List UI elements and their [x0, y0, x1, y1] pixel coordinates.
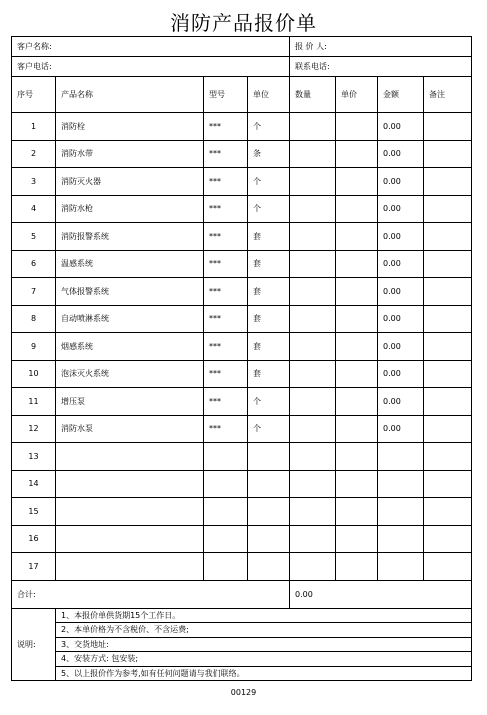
cell-unit[interactable]: 套: [248, 305, 290, 333]
table-row: [12, 443, 472, 471]
cell-model[interactable]: ***: [204, 223, 248, 251]
note-row: [12, 652, 472, 667]
table-row: [12, 113, 472, 141]
note-item: 4、安装方式: 包安装;: [56, 652, 472, 667]
cell-unit[interactable]: 套: [248, 250, 290, 278]
cell-product-name[interactable]: [56, 553, 204, 581]
cell-remark[interactable]: [424, 333, 472, 361]
cell-product-name[interactable]: [56, 470, 204, 498]
cell-quantity[interactable]: [290, 195, 336, 223]
cell-unit-price[interactable]: [336, 525, 378, 553]
cell-seq: 17: [12, 553, 56, 581]
note-row: [12, 666, 472, 681]
cell-remark[interactable]: [424, 525, 472, 553]
table-row: [12, 470, 472, 498]
cell-quantity[interactable]: [290, 250, 336, 278]
cell-quantity[interactable]: [290, 333, 336, 361]
note-row: [12, 608, 472, 623]
cell-seq: 3: [12, 168, 56, 196]
cell-unit-price[interactable]: [336, 278, 378, 306]
table-row: [12, 333, 472, 361]
cell-remark[interactable]: [424, 250, 472, 278]
cell-seq: 4: [12, 195, 56, 223]
cell-unit[interactable]: 条: [248, 140, 290, 168]
table-row: [12, 250, 472, 278]
cell-model[interactable]: ***: [204, 250, 248, 278]
cell-quantity[interactable]: [290, 415, 336, 443]
cell-unit-price[interactable]: [336, 415, 378, 443]
cell-quantity[interactable]: [290, 553, 336, 581]
cell-quantity[interactable]: [290, 525, 336, 553]
cell-product-name[interactable]: 消防报警系统: [56, 223, 204, 251]
cell-unit[interactable]: 个: [248, 388, 290, 416]
customer-name-field[interactable]: 客户名称:: [12, 37, 290, 57]
cell-remark[interactable]: [424, 168, 472, 196]
cell-unit-price[interactable]: [336, 223, 378, 251]
cell-quantity[interactable]: [290, 360, 336, 388]
cell-seq: 8: [12, 305, 56, 333]
table-row: [12, 278, 472, 306]
table-row: [12, 140, 472, 168]
cell-model[interactable]: [204, 498, 248, 526]
cell-amount[interactable]: 0.00: [378, 360, 424, 388]
header-unit-price: 单价: [336, 77, 378, 113]
cell-amount[interactable]: 0.00: [378, 415, 424, 443]
cell-seq: 15: [12, 498, 56, 526]
cell-quantity[interactable]: [290, 223, 336, 251]
cell-seq: 11: [12, 388, 56, 416]
note-item: 1、本报价单供货期15个工作日。: [56, 608, 472, 623]
cell-model[interactable]: [204, 525, 248, 553]
header-remark: 备注: [424, 77, 472, 113]
cell-seq: 7: [12, 278, 56, 306]
cell-model[interactable]: ***: [204, 333, 248, 361]
note-item: 3、交货地址:: [56, 637, 472, 652]
table-row: [12, 498, 472, 526]
customer-name-row: [12, 37, 472, 57]
cell-quantity[interactable]: [290, 470, 336, 498]
table-row: [12, 305, 472, 333]
cell-remark[interactable]: [424, 415, 472, 443]
cell-product-name[interactable]: 温感系统: [56, 250, 204, 278]
cell-amount[interactable]: 0.00: [378, 305, 424, 333]
cell-quantity[interactable]: [290, 305, 336, 333]
notes-label: 说明:: [12, 608, 56, 681]
cell-amount[interactable]: 0.00: [378, 388, 424, 416]
cell-unit-price[interactable]: [336, 140, 378, 168]
header-seq: 序号: [12, 77, 56, 113]
table-row: [12, 525, 472, 553]
cell-remark[interactable]: [424, 470, 472, 498]
header-unit: 单位: [248, 77, 290, 113]
cell-remark[interactable]: [424, 223, 472, 251]
cell-product-name[interactable]: 消防水泵: [56, 415, 204, 443]
cell-unit[interactable]: 个: [248, 113, 290, 141]
header-row: [12, 77, 472, 113]
cell-quantity[interactable]: [290, 443, 336, 471]
cell-remark[interactable]: [424, 278, 472, 306]
cell-unit[interactable]: 个: [248, 168, 290, 196]
cell-unit[interactable]: 套: [248, 360, 290, 388]
cell-unit-price[interactable]: [336, 498, 378, 526]
cell-product-name[interactable]: [56, 498, 204, 526]
cell-product-name[interactable]: [56, 443, 204, 471]
cell-seq: 14: [12, 470, 56, 498]
cell-amount[interactable]: 0.00: [378, 333, 424, 361]
cell-amount[interactable]: [378, 525, 424, 553]
cell-remark[interactable]: [424, 553, 472, 581]
cell-unit-price[interactable]: [336, 168, 378, 196]
table-row: [12, 223, 472, 251]
cell-remark[interactable]: [424, 443, 472, 471]
cell-model[interactable]: ***: [204, 140, 248, 168]
table-row: [12, 388, 472, 416]
cell-seq: 10: [12, 360, 56, 388]
quoter-field[interactable]: 报 价 人:: [290, 37, 472, 57]
cell-unit[interactable]: 个: [248, 415, 290, 443]
cell-model[interactable]: ***: [204, 415, 248, 443]
cell-unit[interactable]: [248, 525, 290, 553]
table-row: [12, 168, 472, 196]
cell-unit[interactable]: [248, 553, 290, 581]
table-row: [12, 195, 472, 223]
cell-amount[interactable]: [378, 498, 424, 526]
cell-remark[interactable]: [424, 195, 472, 223]
cell-quantity[interactable]: [290, 498, 336, 526]
cell-unit[interactable]: [248, 498, 290, 526]
table-row: [12, 553, 472, 581]
cell-model[interactable]: ***: [204, 388, 248, 416]
cell-model[interactable]: [204, 470, 248, 498]
cell-model[interactable]: [204, 443, 248, 471]
header-product-name: 产品名称: [56, 77, 204, 113]
cell-unit[interactable]: 个: [248, 195, 290, 223]
cell-remark[interactable]: [424, 140, 472, 168]
cell-seq: 16: [12, 525, 56, 553]
total-label: 合计:: [12, 580, 290, 608]
cell-quantity[interactable]: [290, 140, 336, 168]
cell-seq: 1: [12, 113, 56, 141]
cell-product-name[interactable]: 烟感系统: [56, 333, 204, 361]
cell-product-name[interactable]: 气体报警系统: [56, 278, 204, 306]
cell-unit[interactable]: 套: [248, 278, 290, 306]
document-title: 消防产品报价单: [170, 11, 317, 35]
cell-product-name[interactable]: 增压泵: [56, 388, 204, 416]
cell-quantity[interactable]: [290, 388, 336, 416]
cell-unit-price[interactable]: [336, 470, 378, 498]
cell-product-name[interactable]: 自动喷淋系统: [56, 305, 204, 333]
cell-unit[interactable]: 套: [248, 223, 290, 251]
cell-unit[interactable]: [248, 470, 290, 498]
customer-phone-row: [12, 57, 472, 77]
cell-model[interactable]: ***: [204, 113, 248, 141]
cell-amount[interactable]: [378, 470, 424, 498]
note-item: 5、以上报价作为参考,如有任何问题请与我们联络。: [56, 666, 472, 681]
header-quantity: 数量: [290, 77, 336, 113]
cell-quantity[interactable]: [290, 278, 336, 306]
cell-amount[interactable]: 0.00: [378, 250, 424, 278]
cell-unit-price[interactable]: [336, 443, 378, 471]
cell-unit-price[interactable]: [336, 360, 378, 388]
cell-remark[interactable]: [424, 360, 472, 388]
cell-model[interactable]: [204, 553, 248, 581]
cell-seq: 5: [12, 223, 56, 251]
cell-remark[interactable]: [424, 113, 472, 141]
note-row: [12, 637, 472, 652]
cell-unit-price[interactable]: [336, 553, 378, 581]
cell-seq: 6: [12, 250, 56, 278]
cell-unit[interactable]: 套: [248, 333, 290, 361]
customer-phone-field[interactable]: 客户电话:: [12, 57, 290, 77]
cell-model[interactable]: ***: [204, 305, 248, 333]
cell-unit-price[interactable]: [336, 388, 378, 416]
cell-product-name[interactable]: 消防水枪: [56, 195, 204, 223]
cell-model[interactable]: ***: [204, 278, 248, 306]
cell-product-name[interactable]: 消防水带: [56, 140, 204, 168]
cell-unit-price[interactable]: [336, 250, 378, 278]
cell-unit[interactable]: [248, 443, 290, 471]
total-value: 0.00: [290, 580, 472, 608]
cell-seq: 9: [12, 333, 56, 361]
cell-model[interactable]: ***: [204, 168, 248, 196]
cell-unit-price[interactable]: [336, 305, 378, 333]
cell-quantity[interactable]: [290, 168, 336, 196]
cell-remark[interactable]: [424, 388, 472, 416]
cell-remark[interactable]: [424, 498, 472, 526]
cell-unit-price[interactable]: [336, 195, 378, 223]
cell-amount[interactable]: 0.00: [378, 195, 424, 223]
cell-product-name[interactable]: 泡沫灭火系统: [56, 360, 204, 388]
table-row: [12, 415, 472, 443]
cell-seq: 12: [12, 415, 56, 443]
cell-amount[interactable]: 0.00: [378, 113, 424, 141]
cell-unit-price[interactable]: [336, 113, 378, 141]
table-row: [12, 360, 472, 388]
header-model: 型号: [204, 77, 248, 113]
cell-amount[interactable]: 0.00: [378, 140, 424, 168]
note-item: 2、本单价格为不含税价、不含运费;: [56, 623, 472, 638]
cell-remark[interactable]: [424, 305, 472, 333]
cell-quantity[interactable]: [290, 113, 336, 141]
cell-model[interactable]: ***: [204, 195, 248, 223]
cell-amount[interactable]: [378, 443, 424, 471]
cell-product-name[interactable]: 消防栓: [56, 113, 204, 141]
page-number: 00129: [230, 688, 257, 697]
cell-amount[interactable]: 0.00: [378, 223, 424, 251]
cell-amount[interactable]: 0.00: [378, 168, 424, 196]
cell-seq: 2: [12, 140, 56, 168]
total-row: [12, 580, 472, 608]
contact-phone-field[interactable]: 联系电话:: [290, 57, 472, 77]
cell-amount[interactable]: 0.00: [378, 278, 424, 306]
cell-product-name[interactable]: 消防灭火器: [56, 168, 204, 196]
note-row: [12, 623, 472, 638]
cell-unit-price[interactable]: [336, 333, 378, 361]
header-amount: 金额: [378, 77, 424, 113]
cell-model[interactable]: ***: [204, 360, 248, 388]
cell-amount[interactable]: [378, 553, 424, 581]
quotation-table: [11, 36, 472, 681]
cell-product-name[interactable]: [56, 525, 204, 553]
cell-seq: 13: [12, 443, 56, 471]
